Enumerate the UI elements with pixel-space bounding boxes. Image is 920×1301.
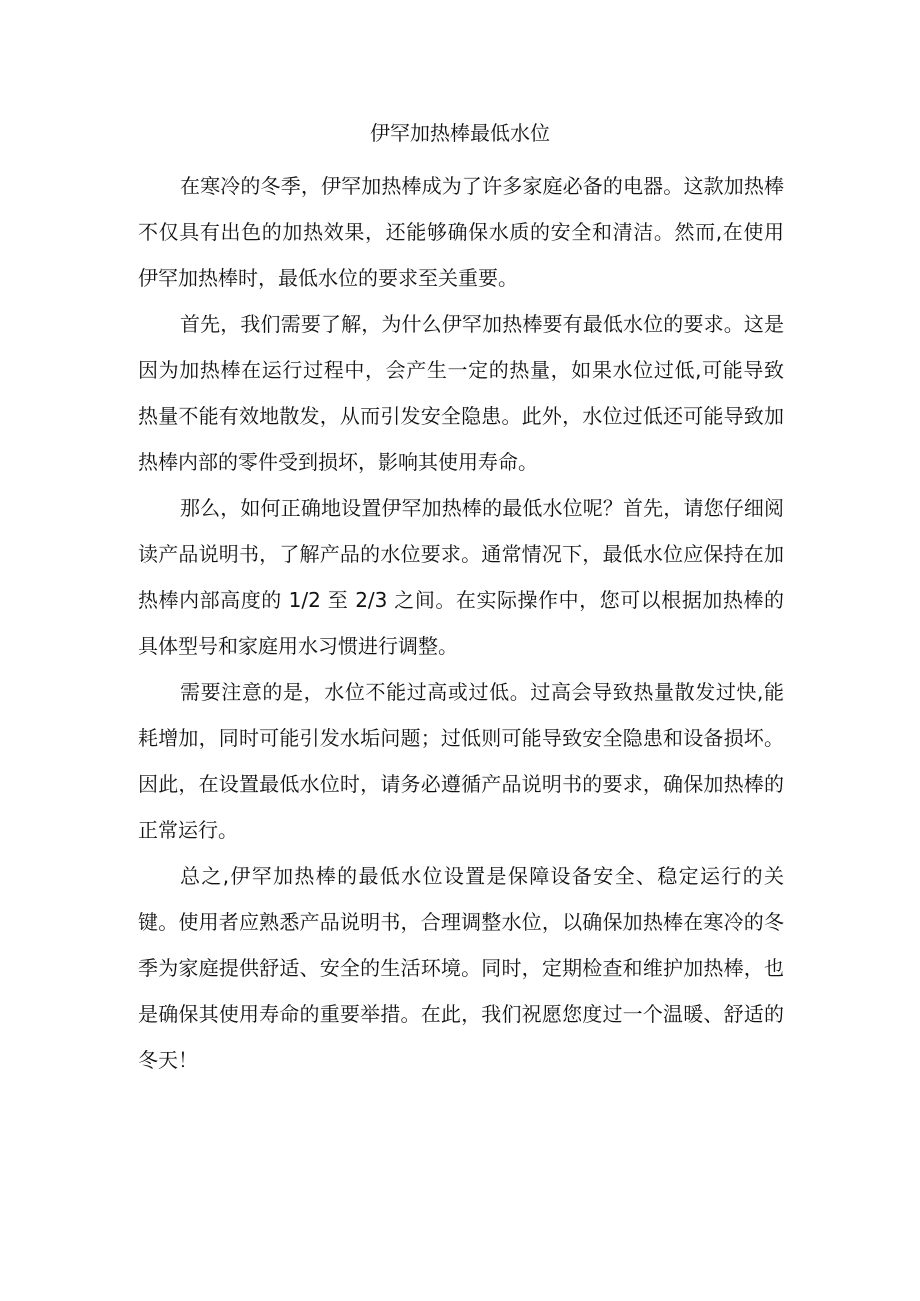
paragraph-caution: 需要注意的是，水位不能过高或过低。过高会导致热量散发过快,能耗增加，同时可能引发水垢问题；过低则可能导致安全隐患和设备损坏。因此，在设置最低水位时，请务必遵循产品说明书的要求，确保加热棒的正常运行。	[138, 680, 784, 842]
paragraph-intro: 在寒冷的冬季，伊罕加热棒成为了许多家庭必备的电器。这款加热棒不仅具有出色的加热效果，还能够确保水质的安全和清洁。然而,在使用伊罕加热棒时，最低水位的要求至关重要。	[138, 174, 784, 290]
paragraph-summary: 总之,伊罕加热棒的最低水位设置是保障设备安全、稳定运行的关键。使用者应熟悉产品说明书，合理调整水位，以确保加热棒在寒冷的冬季为家庭提供舒适、安全的生活环境。同时，定期检查和维护加热棒，也是确保其使用寿命的重要举措。在此，我们祝愿您度过一个温暖、舒适的冬天！	[138, 864, 784, 1072]
paragraph-why: 首先，我们需要了解，为什么伊罕加热棒要有最低水位的要求。这是因为加热棒在运行过程中，会产生一定的热量，如果水位过低,可能导致热量不能有效地散发，从而引发安全隐患。此外，水位过低还可能导致加热棒内部的零件受到损坏，影响其使用寿命。	[138, 312, 784, 474]
document-body	[138, 163, 784, 1083]
document-title: 伊罕加热棒最低水位	[370, 121, 550, 145]
paragraph-how: 那么，如何正确地设置伊罕加热棒的最低水位呢？首先，请您仔细阅读产品说明书，了解产品的水位要求。通常情况下，最低水位应保持在加热棒内部高度的 1/2 至 2/3 之间。在实际操作中，您可以根据加热棒的具体型号和家庭用水习惯进行调整。	[138, 496, 784, 658]
